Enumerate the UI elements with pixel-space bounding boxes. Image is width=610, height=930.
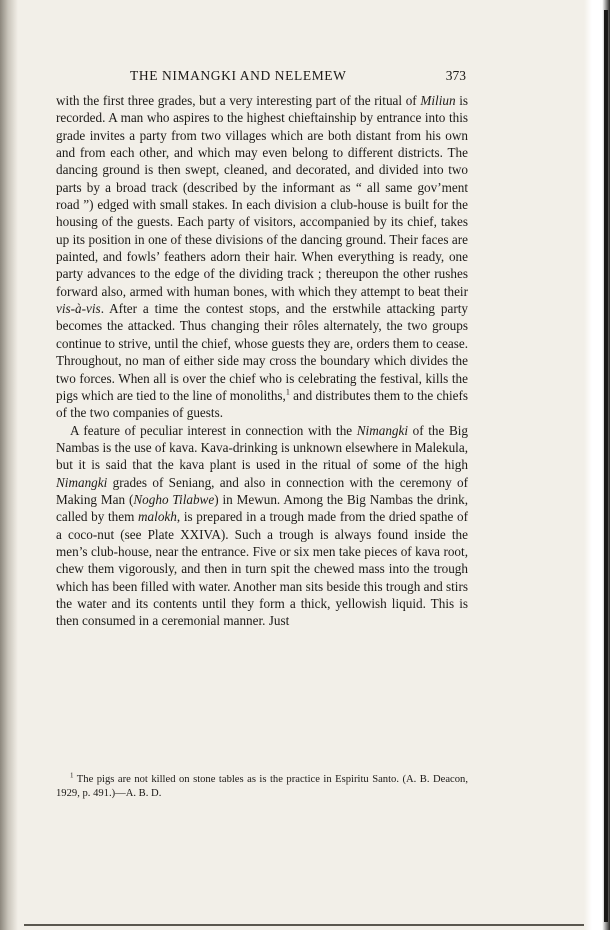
footnote-text: The pigs are not killed on stone tables as is the practice in Espiritu Santo. (A. B. Deacon, 1929, p. 491.)—A. B. D. bbox=[56, 774, 468, 799]
p1-s4: and distributes them to the chiefs of the two companies of guests. bbox=[56, 387, 468, 421]
page-bottom-edge bbox=[24, 924, 584, 926]
p2-s4: ) in Mewun. Among the Big Nambas the drink, called by them bbox=[56, 491, 468, 525]
page-number: 373 bbox=[445, 68, 466, 83]
p2-s3: grades of Seniang, and also in connection with the ceremony of Making Man ( bbox=[56, 474, 468, 507]
p2-s1: A feature of peculiar interest in connection with the bbox=[70, 422, 357, 438]
p1-italic-vis-a-vis: vis-à-vis bbox=[56, 301, 101, 317]
running-header bbox=[130, 68, 466, 88]
p2-italic-nimangki-2: Nimangki bbox=[56, 474, 108, 490]
paragraph-2 bbox=[56, 422, 468, 630]
p1-italic-miliun: Miliun bbox=[420, 93, 456, 108]
p1-s1: with the first three grades, but a very interesting part of the ritual of bbox=[56, 93, 421, 108]
page-edge-shadow bbox=[0, 0, 18, 930]
book-spine-edge bbox=[584, 0, 610, 930]
footnote-ref: 1 bbox=[285, 387, 290, 397]
footnote bbox=[56, 773, 468, 800]
body-text bbox=[56, 92, 468, 630]
paragraph-1 bbox=[56, 92, 468, 422]
p2-italic-nimangki-1: Nimangki bbox=[356, 422, 409, 438]
spine-bar bbox=[604, 10, 608, 922]
p2-italic-nogho-tilabwe: Nogho Tilabwe bbox=[133, 491, 215, 507]
p2-s2: of the Big Nambas is the use of kava. Kava-drinking is unknown elsewhere in Malekula, but it is said that the kava plant is used in the ritual of some of the high bbox=[56, 422, 468, 473]
p1-s3: . After a time the contest stops, and the erstwhile attacking party becomes the attacked. Thus changing their rôles alternately, the two groups continue to strive, until the chief, whose guests they are, orders them to cease. Throughout, no man of either side may cross the boundary which divides the two forces. When all is over the chief who is celebrating the festival, kills the pigs which are tied to the line of monoliths, bbox=[56, 301, 468, 403]
footnote-marker: 1 bbox=[70, 771, 74, 780]
p2-italic-malokh: malokh bbox=[138, 509, 177, 525]
p2-s5: , is prepared in a trough made from the dried spathe of a coco-nut (see Plate XXIVA). Such a trough is always found inside the men’s club-house, near the entrance. Five or six men take pieces of kava root, chew them vigorously, and then in turn spit the chewed mass into the trough which has been filled with water. Another man sits beside this trough and stirs the water and its contents until they form a thick, yellowish liquid. This is then consumed in a ceremonial manner. Just bbox=[56, 509, 468, 629]
p1-s2: is recorded. A man who aspires to the highest chieftainship by entrance into this grade invites a party from two villages which are both distant from his own and from each other, and which may even belong to different districts. The dancing ground is then swept, cleaned, and decorated, and divided into two parts by a broad track (described by the informant as “ all same gov’ment road ”) edged with small stakes. In each division a club-house is built for the housing of the guests. Each party of visitors, accompanied by its chief, takes up its position in one of these divisions of the dancing ground. Their faces are painted, and fowls’ feathers adorn their hair. When everything is ready, one party advances to the edge of the dividing track ; thereupon the other rushes forward also, armed with human bones, with which they attempt to beat their bbox=[56, 93, 469, 299]
running-title: THE NIMANGKI AND NELEMEW bbox=[130, 68, 347, 83]
